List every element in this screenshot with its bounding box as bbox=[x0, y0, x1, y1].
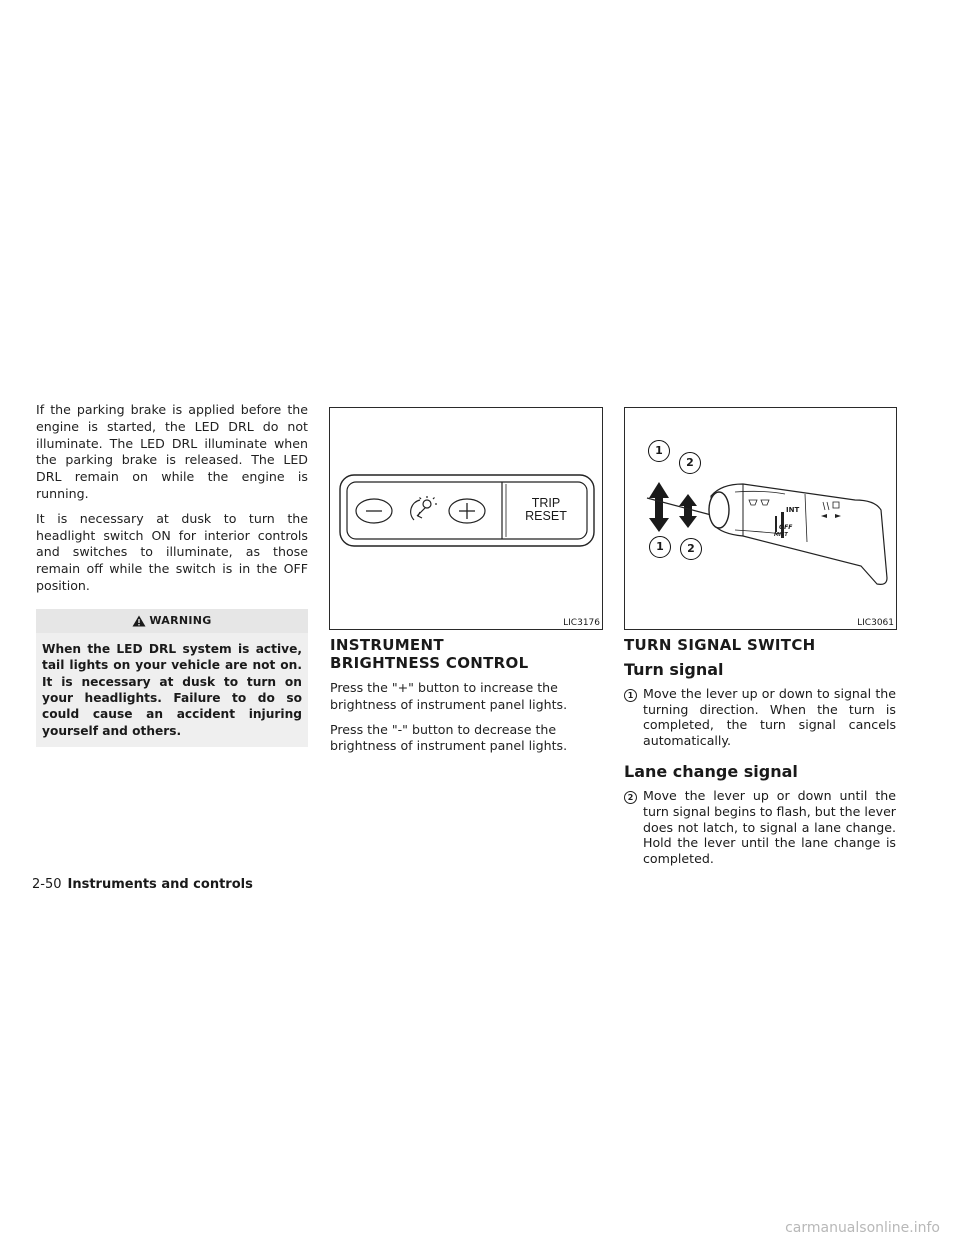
turn-signal-text: Move the lever up or down to signal the turning direction. When the turn is completed, the turn signal cancels automatically. bbox=[643, 686, 896, 748]
turn-signal-step bbox=[624, 686, 896, 748]
trip-label: TRIP bbox=[531, 496, 561, 510]
right-column-text bbox=[624, 636, 896, 866]
left-column bbox=[36, 402, 308, 747]
turn-signal-heading: Turn signal bbox=[624, 660, 724, 679]
middle-column-text bbox=[330, 636, 602, 763]
warning-text: When the LED DRL system is active, tail lights on your vehicle are not on. It is necessary at dusk to turn on your headlights. Failure to do so could cause an accident injuring yourself and others. bbox=[36, 633, 308, 747]
page-number: 2-50 bbox=[32, 877, 62, 892]
step-number-1: 1 bbox=[624, 689, 637, 702]
dusk-paragraph: It is necessary at dusk to turn the headlight switch ON for interior controls and switches to illuminate, as those remain off while the switch is in the OFF position. bbox=[36, 510, 308, 593]
lane-change-text: Move the lever up or down until the turn signal begins to flash, but the lever does not latch, to signal a lane change. Hold the lever until the lane change is completed. bbox=[643, 788, 896, 866]
turn-signal-switch-heading: TURN SIGNAL SWITCH bbox=[624, 636, 816, 654]
trip-button-label bbox=[510, 497, 582, 523]
page-footer bbox=[32, 877, 253, 893]
lane-change-heading: Lane change signal bbox=[624, 762, 798, 782]
warning-header bbox=[36, 609, 308, 633]
warning-box bbox=[36, 609, 308, 747]
turn-signal-lever-illustration bbox=[625, 408, 896, 629]
warning-triangle-icon bbox=[132, 615, 146, 627]
instrument-brightness-heading: INSTRUMENT BRIGHTNESS CONTROL bbox=[330, 636, 529, 672]
decrease-brightness-paragraph: Press the "-" button to decrease the brightness of instrument panel lights. bbox=[330, 721, 568, 754]
brightness-control-figure bbox=[329, 407, 603, 630]
step-number-2: 2 bbox=[624, 791, 637, 804]
label-1-bottom: 1 bbox=[649, 536, 671, 558]
lane-change-step bbox=[624, 788, 896, 866]
figure-code-brightness: LIC3176 bbox=[563, 618, 600, 628]
led-drl-paragraph: If the parking brake is applied before the engine is started, the LED DRL do not illuminate. The LED DRL illuminate when the parking brake is released. The LED DRL remain on while the engine is running. bbox=[36, 402, 308, 501]
warning-title: WARNING bbox=[149, 614, 212, 628]
label-1-top: 1 bbox=[648, 440, 670, 462]
label-2-bottom: 2 bbox=[680, 538, 702, 560]
label-2-top: 2 bbox=[679, 452, 701, 474]
watermark: carmanualsonline.info bbox=[785, 1220, 940, 1236]
lever-off-label: OFF bbox=[779, 524, 793, 531]
turn-signal-figure bbox=[624, 407, 897, 630]
lever-mist-label: MIST bbox=[774, 532, 788, 538]
figure-code-turn-signal: LIC3061 bbox=[857, 618, 894, 628]
reset-label: RESET bbox=[525, 509, 567, 523]
increase-brightness-paragraph: Press the "+" button to increase the brightness of instrument panel lights. bbox=[330, 680, 568, 712]
lever-int-label: INT bbox=[786, 506, 800, 514]
section-title: Instruments and controls bbox=[67, 877, 253, 892]
